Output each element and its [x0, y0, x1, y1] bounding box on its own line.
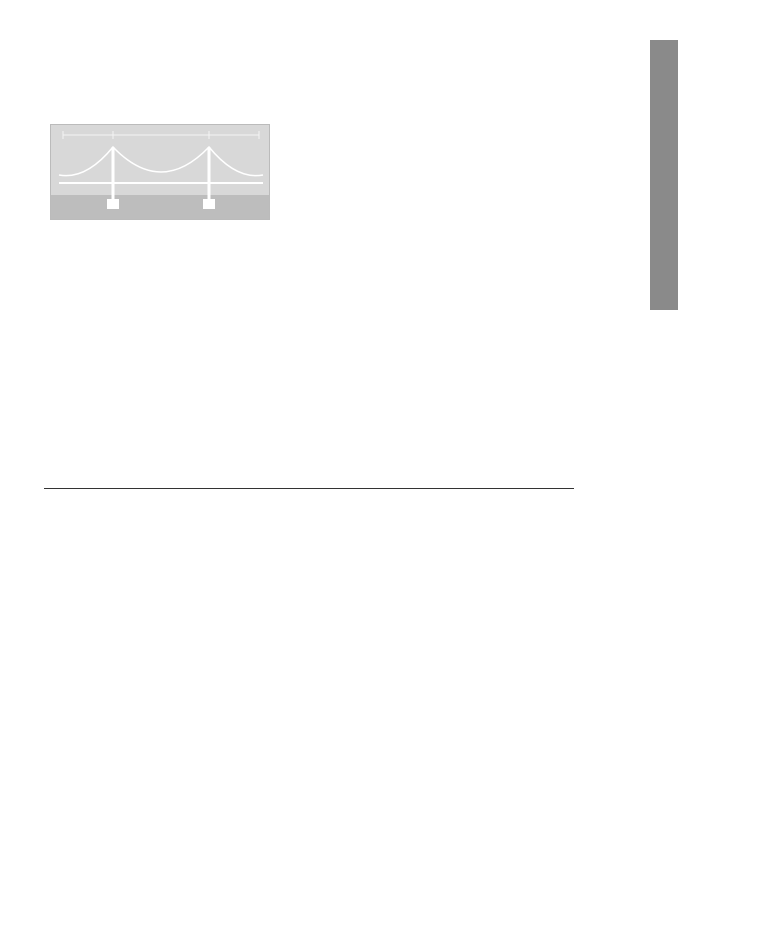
column-middle — [44, 262, 540, 488]
column-bottom — [44, 720, 734, 920]
series-title — [650, 40, 678, 310]
divider-rule — [44, 488, 574, 489]
column-lower — [44, 498, 734, 698]
